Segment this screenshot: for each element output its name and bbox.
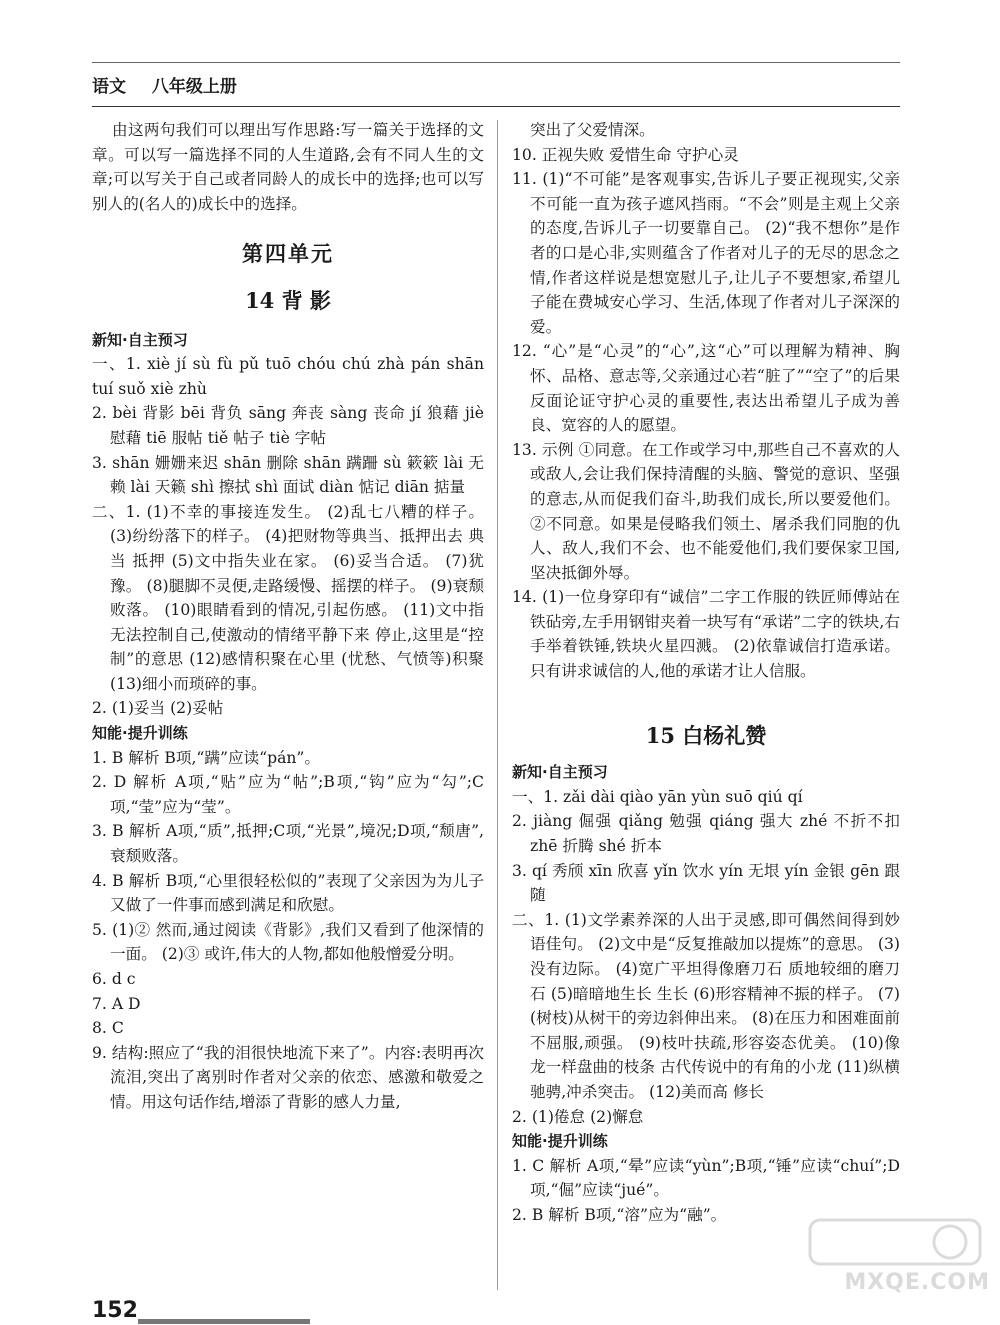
unit-title: 第四单元 [242,241,334,267]
answer-item: 3. shān 姗姗来迟 shān 删除 shān 蹒跚 sù 簌簌 lài 无赖 lài 天籁 shì 擦拭 shì 面试 diàn 惦记 diān 掂量 [92,453,484,497]
answer-item: 5. (1)② 然而,通过阅读《背影》,我们又看到了他深情的一面。 (2)③ 或许,伟大的人物,都如他般憎爱分明。 [92,920,484,964]
page-footer [92,1298,900,1325]
answer-item: 4. B 解析 B项,“心里很轻松似的”表现了父亲因为为儿子又做了一件事而感到满足和欣慰。 [92,871,484,915]
answer-item: 2. B 解析 B项,“溶”应为“融”。 [512,1205,727,1224]
answer-item: 10. 正视失败 爱惜生命 守护心灵 [512,145,739,164]
page-number: 152 [92,1298,138,1323]
answer-item: 9. 结构:照应了“我的泪很快地流下来了”。内容:表明再次流泪,突出了离别时作者对父亲的依恋、感激和敬爱之情。用这句话作结,增添了背影的感人力量, [92,1043,484,1111]
intro-paragraph: 由这两句我们可以理出写作思路:写一篇关于选择的文章。可以写一篇选择不同的人生道路,会有不同人生的文章;可以写关于自己或者同龄人的成长中的选择;也可以写别人的(名人的)成长中的选择。 [92,121,484,213]
header-subject: 语文 [92,77,126,97]
answer-item: 1. C 解析 A项,“晕”应读“yùn”;B项,“锤”应读“chuí”;D项,“倔”应读“jué”。 [512,1156,900,1200]
watermark-logo-icon [800,1212,990,1272]
left-column [92,118,484,1115]
answer-item: 二、1. (1)不幸的事接连发生。 (2)乱七八糟的样子。 (3)纷纷落下的样子。 (4)把财物等典当、抵押出去 典当 抵押 (5)文中指失业在家。 (6)妥当合适。 (7)犹豫。 (8)腿脚不灵便,走路缓慢、摇摆的样子。 (9)衰颓败落。 (10)眼睛看到的情况,引起伤感。 (11)文中指无法控制自己,使激动的情绪平静下来 停止,这里是“控制”的意思 (12)感情积聚在心里 (忧愁、气愤等)积聚 (13)细小而琐碎的事。 [92,502,484,693]
answer-item: 14. (1)一位身穿印有“诚信”二字工作服的铁匠师傅站在铁砧旁,左手用钢钳夹着一块写有“承诺”二字的铁块,右手举着铁锤,铁块火星四溅。 (2)依靠诚信打造承诺。只有讲求诚信的人,他的承诺才让人信服。 [512,588,900,681]
answer-item: 2. (1)倦怠 (2)懈怠 [512,1107,644,1126]
watermark-text: MXQE.COM [844,1270,990,1295]
lesson-15-title: 15 白杨礼赞 [645,722,767,748]
answer-item: 11. (1)“不可能”是客观事实,告诉儿子要正视现实,父亲不可能一直为孩子遮风挡雨。“不会”则是主观上父亲的态度,告诉儿子一切要靠自己。 (2)“我不想你”是作者的口是心非,实则蕴含了作者对儿子的无尽的思念之情,作者这样说是想宽慰儿子,让儿子不要想家,希望儿子能在费城安心学习、生活,体现了作者对儿子深深的爱。 [512,170,900,336]
watermark [800,1212,990,1312]
page-header [92,70,900,107]
header-top-rule [92,62,900,63]
answer-item: 一、1. zǎi dài qiào yān yùn suō qiú qí [512,787,803,806]
continued-text: 突出了父爱情深。 [530,121,655,139]
answer-item: 1. B 解析 B项,“蹒”应读“pán”。 [92,748,320,767]
answer-item: 2. (1)妥当 (2)妥帖 [92,699,224,718]
lesson-14-title: 14 背 影 [245,287,331,313]
answer-item: 12. “心”是“心灵”的“心”,这“心”可以理解为精神、胸怀、品格、意志等,父亲通过心若“脏了”“空了”的后果反面论证守护心灵的重要性,表达出希望儿子成为善良、宽容的人的愿望。 [512,342,900,435]
page-number-bar [138,1319,310,1324]
section-heading-training: 知能·提升训练 [92,724,188,743]
header-grade: 八年级上册 [151,77,237,97]
section-heading-training: 知能·提升训练 [512,1132,608,1151]
answer-item: 7. A D [92,994,141,1013]
answer-item: 2. jiàng 倔强 qiǎng 勉强 qiáng 强大 zhé 不折不扣 zhē 折腾 shé 折本 [512,812,900,856]
answer-item: 二、1. (1)文学素养深的人出于灵感,即可偶然间得到妙语佳句。 (2)文中是“反复推敲加以提炼”的意思。 (3)没有边际。 (4)宽广平坦得像磨刀石 质地较细的磨刀石 (5)暗暗地生长 生长 (6)形容精神不振的样子。 (7)(树枝)从树干的旁边斜伸出来。 (8)在压力和困难面前不屈服,顽强。 (9)枝叶扶疏,形容姿态优美。 (10)像龙一样盘曲的枝条 古代传说中的有角的小龙 (11)纵横驰骋,冲杀突击。 (12)美而高 修长 [512,910,900,1101]
answer-item: 2. D 解析 A项,“贴”应为“帖”;B项,“钩”应为“勾”;C项,“莹”应为“莹”。 [92,773,484,816]
answer-item: 8. C [92,1019,124,1038]
answer-item: 一、1. xiè jí sù fù pǔ tuō chóu chú zhà pán shān tuí suǒ xiè zhù [92,355,484,398]
section-heading-preview: 新知·自主预习 [92,330,188,349]
answer-item: 2. bèi 背影 bēi 背负 sāng 奔丧 sàng 丧命 jí 狼藉 jiè 慰藉 tiē 服帖 tiě 帖子 tiè 字帖 [92,404,484,447]
column-divider [497,120,498,1290]
answer-item: 3. qí 秀颀 xīn 欣喜 yǐn 饮水 yín 无垠 yín 金银 gēn 跟随 [512,861,900,905]
answer-item: 3. B 解析 A项,“质”,抵押;C项,“光景”,境况;D项,“颓唐”,衰颓败落。 [92,822,484,866]
right-column [512,118,900,1228]
answer-item: 13. 示例 ①同意。在工作或学习中,那些自己不喜欢的人或敌人,会让我们保持清醒的头脑、警觉的意识、坚强的意志,从而促我们奋斗,助我们成长,所以要爱他们。②不同意。如果是侵略我们领土、屠杀我们同胞的仇人、敌人,我们不会、也不能爱他们,我们要保家卫国,坚决抵御外辱。 [512,440,900,582]
section-heading-preview: 新知·自主预习 [512,763,608,782]
answer-item: 6. d c [92,970,136,988]
